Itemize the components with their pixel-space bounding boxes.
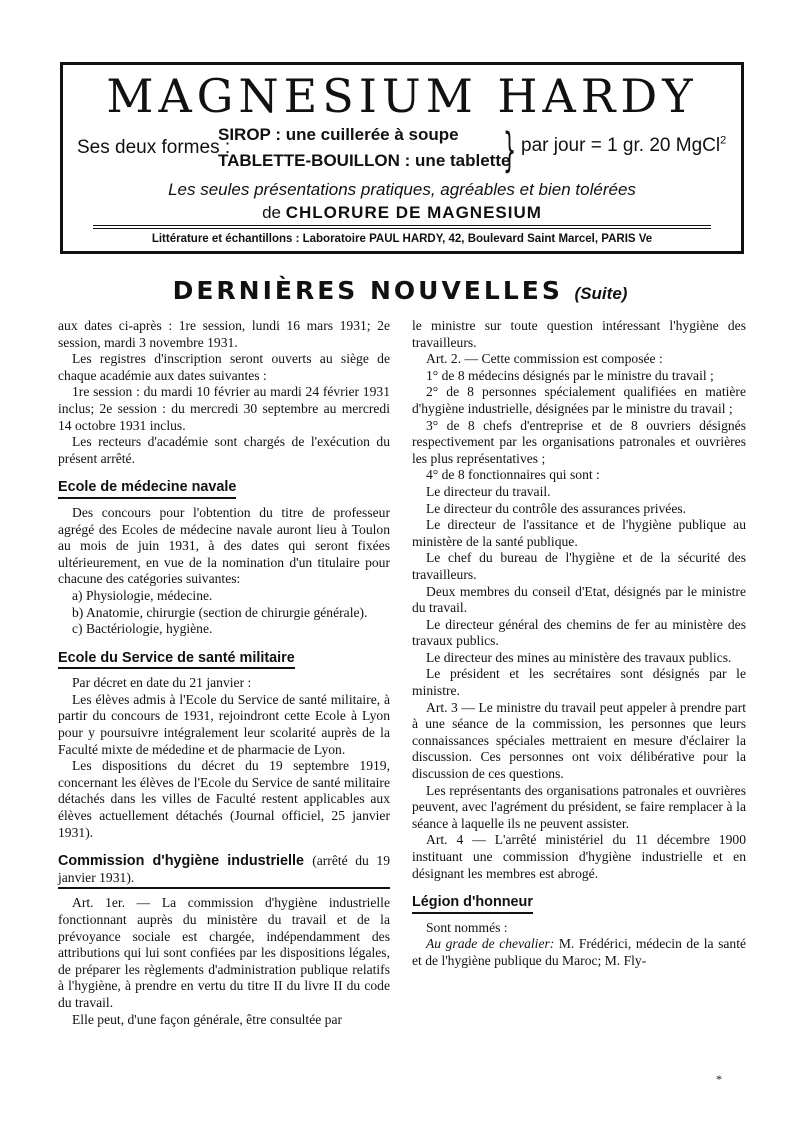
list-item: Le directeur des mines au ministère des travaux publics. [426, 649, 732, 665]
list-item: Le directeur de l'assitance et de l'hygiène publique au ministère de la santé publique. [412, 517, 746, 549]
paragraph: Les dispositions du décret du 19 septembre 1919, concernant les élèves de l'Ecole du Service de santé militaire détachés dans les villes de Faculté restent applicables aux élèves actuellement détachés (Journal officiel, 25 janvier 1931). [58, 758, 390, 840]
left-column [58, 318, 390, 1028]
paragraph: le ministre sur toute question intéressant l'hygiène des travailleurs. [412, 318, 746, 350]
paragraph: Art. 3 — Le ministre du travail peut appeler à prendre part à une séance de la commission, les personnes que leurs connaissances spéciales mettraient en mesure d'éclairer la discussion. Ces personnes ont voix délibérative pour la discussion de ces questions. [412, 699, 746, 782]
list-item: Le chef du bureau de l'hygiène et de la sécurité des travailleurs. [412, 550, 746, 582]
paragraph: 1° de 8 médecins désignés par le ministre du travail ; [426, 367, 714, 383]
page-title: DERNIÈRES NOUVELLES (Suite) [172, 276, 628, 305]
paragraph: Au grade de chevalier: M. Frédérici, médecin de la santé et de l'hygiène publique du Maroc; M. Fly- [412, 936, 747, 968]
section-heading: Ecole de médecine navale [58, 479, 236, 499]
ad-divider [93, 225, 711, 226]
paragraph: Art. 4 — L'arrêté ministériel du 11 décembre 1900 instituant une commission d'hygiène industrielle et en désignant les membres est abrogé. [412, 832, 746, 881]
list-item: a) Physiologie, médecine. [72, 587, 213, 603]
brace-icon: } [503, 123, 517, 177]
paragraph: Les représentants des organisations patronales et ouvrières peuvent, avec l'agrément du président, se faire remplacer à la séance à laquelle ils ne peuvent assister. [412, 782, 746, 831]
paragraph: Elle peut, d'une façon générale, être consultée par [72, 1011, 343, 1027]
list-item: Deux membres du conseil d'Etat, désignés par le ministre du travail. [412, 583, 746, 616]
asterisk-mark: * [716, 1072, 722, 1086]
ad-contact: Littérature et échantillons : Laboratoire PAUL HARDY, 42, Boulevard Saint Marcel, PARIS Ve [151, 233, 653, 245]
list-item: Le directeur du contrôle des assurances privées. [426, 500, 687, 516]
paragraph: Les recteurs d'académie sont chargés de l'exécution du présent arrêté. [58, 434, 390, 466]
ad-form-tablette: TABLETTE-BOUILLON : une tablette [218, 151, 511, 170]
ad-divider [93, 228, 711, 229]
list-item: b) Anatomie, chirurgie (section de chirurgie générale). [72, 604, 368, 620]
paragraph: Les élèves admis à l'Ecole du Service de santé militaire, à partir du concours de 1931, rejoindront cette Ecole à Lyon pour y poursuivre intégralement leur scolarité auprès de la Faculté mixte de médedine et de pharmacie de Lyon. [58, 691, 390, 757]
ad-title: MAGNESIUM HARDY [106, 69, 698, 123]
list-item: c) Bactériologie, hygiène. [72, 621, 213, 637]
ad-dose: par jour = 1 gr. 20 MgCl$^2$ [521, 134, 727, 156]
paragraph: Le président et les secrétaires sont désignés par le ministre. [412, 666, 746, 699]
paragraph: Des concours pour l'obtention du titre de professeur agrégé des Ecoles de médecine navale auront lieu à Toulon au mois de juin 1931, à des dates qui seront fixées ultérieurement, en vue de la nomination d'un titulaire pour chacune des catégories suivantes: [58, 504, 390, 587]
paragraph: 2° de 8 personnes spécialement qualifiées en matière d'hygiène industrielle, désignées par le ministre du travail ; [412, 384, 746, 416]
advertisement-box [60, 62, 744, 254]
paragraph: Sont nommés : [426, 919, 508, 935]
paragraph: Art. 1er. — La commission d'hygiène industrielle fonctionnant auprès du ministère du travail et de la prévoyance sociale est chargée, indépendamment des attributions qui lui sont confiées par les dispositions légales, de préparer les règlements d'administration publique relatifs à l'hygiène, à prendre en vertu du titre II du livre II du code du travail. [58, 895, 390, 1010]
paragraph: 4° de 8 fonctionnaires qui sont : [426, 467, 600, 483]
paragraph: Art. 2. — Cette commission est composée : [426, 351, 663, 367]
section-heading: Ecole du Service de santé militaire [58, 650, 295, 670]
paragraph: Par décret en date du 21 janvier : [72, 675, 252, 691]
section-heading: Légion d'honneur [412, 894, 533, 914]
list-item: Le directeur du travail. [426, 483, 551, 499]
ad-tagline: Les seules présentations pratiques, agréables et bien tolérées [168, 180, 636, 199]
list-item: Le directeur général des chemins de fer au ministère des travaux publics. [412, 616, 746, 649]
ad-chlorure: de CHLORURE DE MAGNESIUM [262, 203, 542, 222]
ad-forms-label: Ses deux formes : [77, 137, 231, 158]
paragraph: Les registres d'inscription seront ouverts au siège de chaque académie aux dates suivantes : [58, 351, 390, 383]
paragraph: 1re session : du mardi 10 février au mardi 24 février 1931 inclus; 2e session : du mercredi 30 septembre au mercredi 14 octobre 1931 inclus. [58, 384, 390, 433]
paragraph: 3° de 8 chefs d'entreprise et de 8 ouvriers désignés respectivement par les organisations patronales et ouvrières les plus représentatives ; [412, 417, 746, 466]
right-column [412, 318, 746, 970]
ad-form-sirop: SIROP : une cuillerée à soupe [218, 125, 459, 144]
section-heading: Commission d'hygiène industrielle (arrêté du 19 janvier 1931). [58, 853, 390, 889]
paragraph: aux dates ci-après : 1re session, lundi 16 mars 1931; 2e session, mardi 3 novembre 1931. [58, 318, 390, 350]
